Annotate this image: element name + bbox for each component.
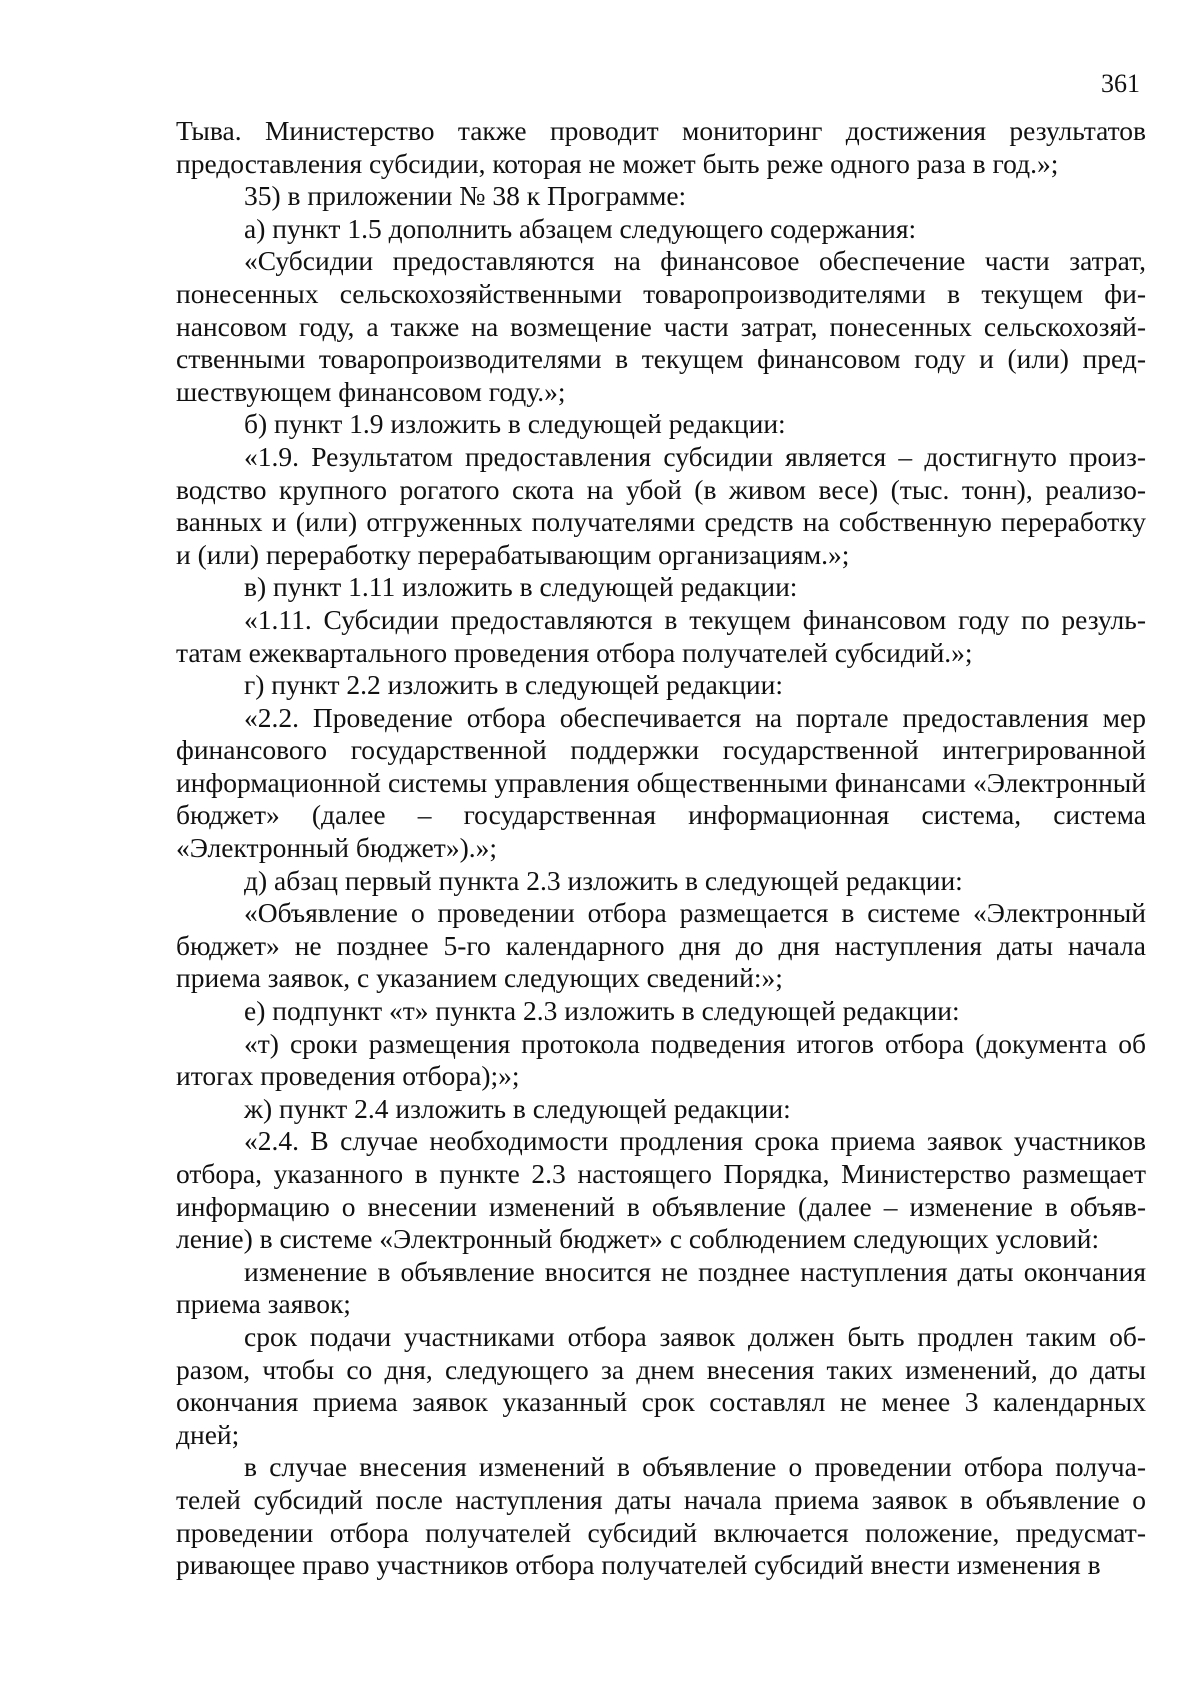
paragraph-continuation: Тыва. Министерство также проводит мониторинг достижения результатов предоставления субсидии, которая не может быть реже одного раза в год.»; (176, 115, 1146, 179)
paragraph-quote-2-3: «Объявление о проведении отбора размещается в системе «Электронный бюджет» не позднее 5-го календарного дня до дня наступления даты начала приема заявок, с указанием следующих сведений:»; (176, 897, 1146, 994)
paragraph-condition-3: в случае внесения изменений в объявление о проведении отбора получателей субсидий после наступления даты начала приема заявок в объявление о проведении отбора получателей субсидий включается положение, предусматривающее право участников отбора получателей субсидий внести изменения в (176, 1451, 1146, 1581)
paragraph-quote-2-4: «2.4. В случае необходимости продления срока приема заявок участников отбора, указанного в пункте 2.3 настоящего Порядка, Министерство размещает информацию о внесении изменений в объявление (далее – изменение в объявление) в системе «Электронный бюджет» с соблюдением следующих условий: (176, 1125, 1146, 1255)
paragraph-subitem-zh: ж) пункт 2.4 изложить в следующей редакции: (244, 1092, 791, 1124)
paragraph-condition-1: изменение в объявление вносится не позднее наступления даты окончания приема заявок; (176, 1255, 1146, 1320)
paragraph-quote-1-11: «1.11. Субсидии предоставляются в текущем финансовом году по результатам ежеквартального проведения отбора получателей субсидий.»; (176, 603, 1146, 668)
paragraph-condition-2: срок подачи участниками отбора заявок должен быть продлен таким образом, чтобы со дня, следующего за днем внесения таких изменений, до даты окончания приема заявок указанный срок составлял не менее 3 календарных дней; (176, 1320, 1146, 1450)
paragraph-quote-1-9: «1.9. Результатом предоставления субсидии является – достигнуто производство крупного рогатого скота на убой (в живом весе) (тыс. тонн), реализованных и (или) отгруженных получателями средств на собственную переработку и (или) переработку перерабатывающим организациям.»; (176, 440, 1146, 570)
paragraph-subitem-d: д) абзац первый пункта 2.3 изложить в следующей редакции: (244, 864, 963, 896)
paragraph-quote-2-3-t: «т) сроки размещения протокола подведения итогов отбора (документа об итогах проведения отбора);»; (176, 1027, 1146, 1092)
paragraph-subitem-v: в) пункт 1.11 изложить в следующей редакции: (244, 571, 798, 603)
document-body (176, 115, 1146, 1582)
paragraph-subitem-g: г) пункт 2.2 изложить в следующей редакции: (244, 669, 783, 701)
paragraph-subitem-e: е) подпункт «т» пункта 2.3 изложить в следующей редакции: (244, 995, 960, 1027)
paragraph-quote-2-2: «2.2. Проведение отбора обеспечивается на портале предоставления мер финансового государственной поддержки государственной интегрированной информационной системы управления общественными финансами «Электронный бюджет» (далее – государственная информационная система, система «Электронный бюджет»).»; (176, 701, 1146, 864)
paragraph-item-35: 35) в приложении № 38 к Программе: (244, 180, 687, 212)
page-number: 361 (1101, 69, 1140, 98)
paragraph-subitem-b: б) пункт 1.9 изложить в следующей редакции: (244, 408, 786, 440)
paragraph-quote-1-5: «Субсидии предоставляются на финансовое обеспечение части затрат, понесенных сельскохозяйственными товаропроизводителями в текущем финансовом году, а также на возмещение части затрат, понесенных сельскохозяйственными товаропроизводителями в текущем финансовом году и (или) предшествующем финансовом году.»; (176, 245, 1146, 407)
paragraph-subitem-a: а) пункт 1.5 дополнить абзацем следующего содержания: (244, 212, 917, 244)
